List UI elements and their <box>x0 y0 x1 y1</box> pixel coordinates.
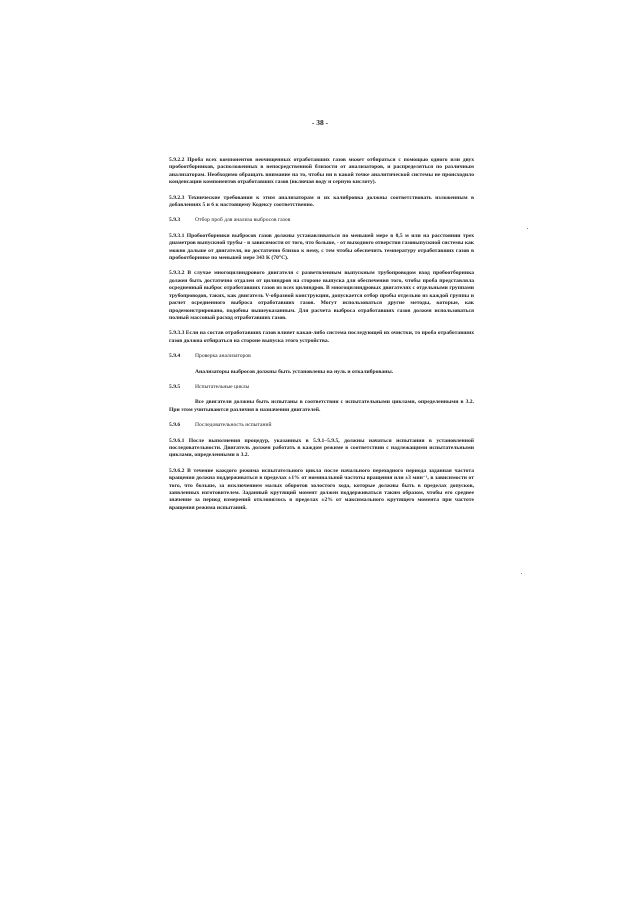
section-number: 5.9.4 <box>169 353 181 360</box>
scan-speck <box>527 228 528 229</box>
paragraph-5-9-3-3: 5.9.3.3 Если на состав отработавших газов влияет какая-либо система последующей их очистки, то проба отработавших газов должна отбираться на стороне выпуска этого устройства. <box>169 330 474 344</box>
section-heading-5-9-6 <box>169 422 474 429</box>
section-heading-5-9-5 <box>169 384 474 391</box>
scan-speck <box>521 573 522 574</box>
section-number: 5.9.3 <box>169 217 181 224</box>
section-number: 5.9.6 <box>169 422 181 429</box>
paragraph-5-9-3-1: 5.9.3.1 Пробоотборники выбросов газов должны устанавливаться по меньшей мере в 0,5 м или на расстоянии трех диаметров выпускной трубы - в зависимости от того, что больше, - от выходного отверстия газовыпускной системы как можно дальше от двигателя, но достаточно близко к нему, с тем чтобы обеспечить температуру отработавших газов в пробоотборнике по меньшей мере 343 К (70°С). <box>169 232 474 262</box>
paragraph-5-9-6-1: 5.9.6.1 После выполнения процедур, указанных в 5.9.1–5.9.5, должны начаться испытания в установленной последовательности. Двигатель должен работать в каждом режиме в соответствии с надлежащими испытательными циклами, определенными в 3.2. <box>169 437 474 459</box>
paragraph-5-9-2-2: 5.9.2.2 Проба всех компонентов неочищенных отработавших газов может отбираться с помощью одного или двух пробоотборников, расположенных в непосредственной близости от анализаторов, и распределяться по различным анализаторам. Необходимо обращать внимание на то, чтобы ни в какой точке аналитической системы не происходило конденсации компонентов отработавших газов (включая воду и серную кислоту). <box>169 157 474 186</box>
paragraph-5-9-3-2: 5.9.3.2 В случае многоцилиндрового двигателя с разветвленным выпускным трубопроводом вход пробоотборника должен быть достаточно отдален от цилиндров на стороне выпуска для обеспечения того, чтобы проба представляла осредненный выброс отработавших газов из всех цилиндров. В многоцилиндровых двигателях с отдельными группами трубопроводов, таких, как двигатель V-образной конструкции, допускается отбор пробы отдельно из каждой группы и расчет осредненного выброса отработавших газов. Могут использоваться другие методы, которые, как продемонстрировано, подобны вышеуказанным. Для расчета выброса отработавших газов должен использоваться полный массовый расход отработавших газов. <box>169 270 474 321</box>
section-number: 5.9.5 <box>169 383 181 390</box>
section-heading-5-9-4 <box>169 353 474 360</box>
paragraph-5-9-4: Анализаторы выбросов должны быть установлены на нуль и откалиброваны. <box>195 368 394 375</box>
paragraph-5-9-6-2: 5.9.6.2 В течение каждого режима испытательного цикла после начального переходного периода заданная частота вращения должна поддерживаться в пределах ±1% от номинальной частоты вращения или ±3 мин⁻¹, в зависимости от того, что больше, за исключением малых оборотов холостого хода, которые должны быть в пределах допусков, заявленных изготовителем. Заданный крутящий момент должен поддерживаться таким образом, чтобы его среднее значение за период измерений отклонялось в пределах ±2% от максимального крутящего момента при частоте вращения режима испытаний. <box>169 467 474 511</box>
section-title: Испытательные циклы <box>195 383 250 390</box>
section-title: Последовательность испытаний <box>195 422 272 429</box>
section-title: Проверка анализаторов <box>195 353 251 360</box>
section-title: Отбор проб для анализа выбросов газов <box>195 217 291 224</box>
paragraph-5-9-5: Все двигатели должны быть испытаны в соответствии с испытательными циклами, определенными в 3.2. При этом учитываются различия в назначении двигателей. <box>169 399 474 413</box>
paragraph-5-9-2-3: 5.9.2.3 Технические требования к этим анализаторам и их калибровка должны соответствовать изложенным в добавлениях 5 и 6 к настоящему Кодексу соответственно. <box>169 194 474 209</box>
page-number: - 38 - <box>311 118 329 127</box>
section-heading-5-9-3 <box>169 217 474 224</box>
document-body <box>169 157 474 520</box>
